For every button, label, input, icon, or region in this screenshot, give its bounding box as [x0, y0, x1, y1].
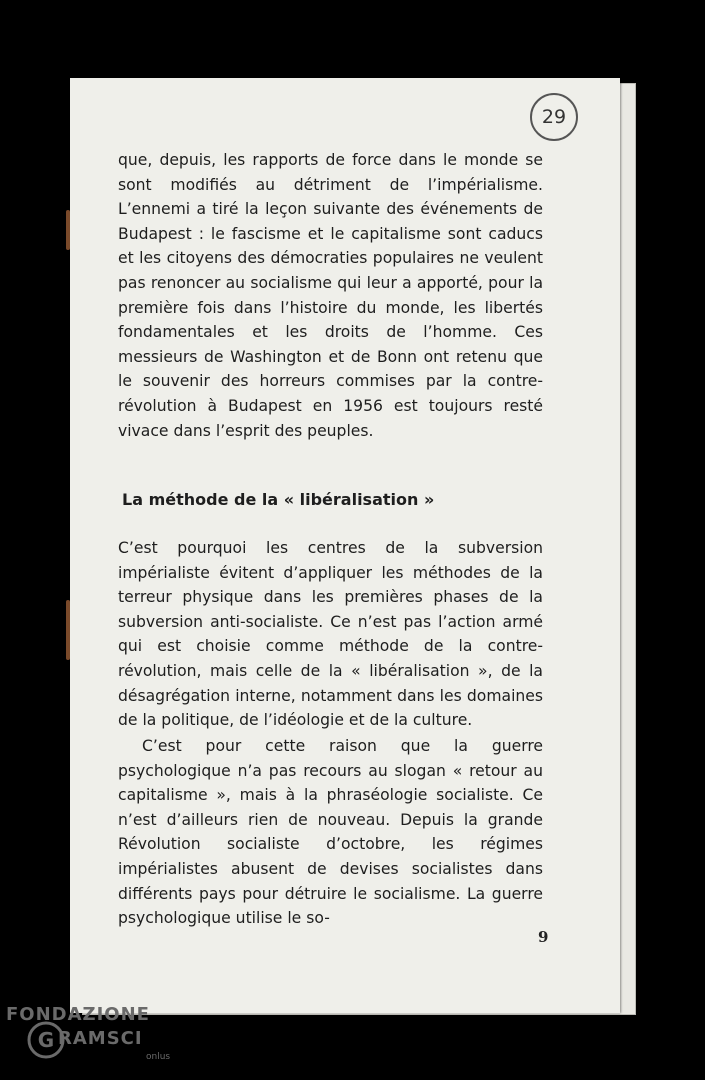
- page-number: 9: [538, 928, 549, 946]
- staple-bottom: [66, 600, 70, 660]
- watermark-line-1: FONDAZIONE: [6, 1004, 150, 1025]
- paragraph-1: que, depuis, les rapports de force dans le monde se sont modifiés au détriment de l’impérialisme. L’ennemi a tiré la leçon suivante des événements de Budapest : le fascisme et le capitalisme sont caducs et les citoyens des démocraties populaires ne veulent pas renoncer au socialisme qui leur a apporté, pour la première fois dans l’histoire du monde, les libertés fondamentales et les droits de l’homme. Ces messieurs de Washington et de Bonn ont retenu que le souvenir des horreurs commises par la contre-révolution à Budapest en 1956 est toujours resté vivace dans l’esprit des peuples.: [118, 151, 543, 440]
- section-heading: La méthode de la « libéralisation »: [122, 490, 435, 509]
- paragraph-3: C’est pour cette raison que la guerre psychologique n’a pas recours au slogan « retour au capitalisme », mais à la phraséologie socialiste. Ce n’est d’ailleurs rien de nouveau. Depuis la grande Révolution socialiste d’octobre, les régimes impérialistes abusent de devises socialistes dans différents pays pour détruire le socialisme. La guerre psychologique utilise le so-: [118, 737, 543, 928]
- watermark-onlus: onlus: [146, 1052, 171, 1062]
- logo-letter: G: [37, 1028, 55, 1052]
- fondazione-gramsci-watermark: [6, 1004, 176, 1070]
- archive-number-stamp: 29: [530, 93, 578, 141]
- document-page: [70, 78, 620, 1013]
- paragraph-2: C’est pourquoi les centres de la subversion impérialiste évitent d’appliquer les méthodes de la terreur physique dans les premières phases de la subversion anti-socialiste. Ce n’est pas l’action armé qui est choisie comme méthode de la contre-révolution, mais celle de la « libéralisation », de la désagrégation interne, notamment dans les domaines de la politique, de l’idéologie et de la culture.: [118, 539, 543, 730]
- watermark-line-2: RAMSCI: [58, 1028, 143, 1049]
- staple-top: [66, 210, 70, 250]
